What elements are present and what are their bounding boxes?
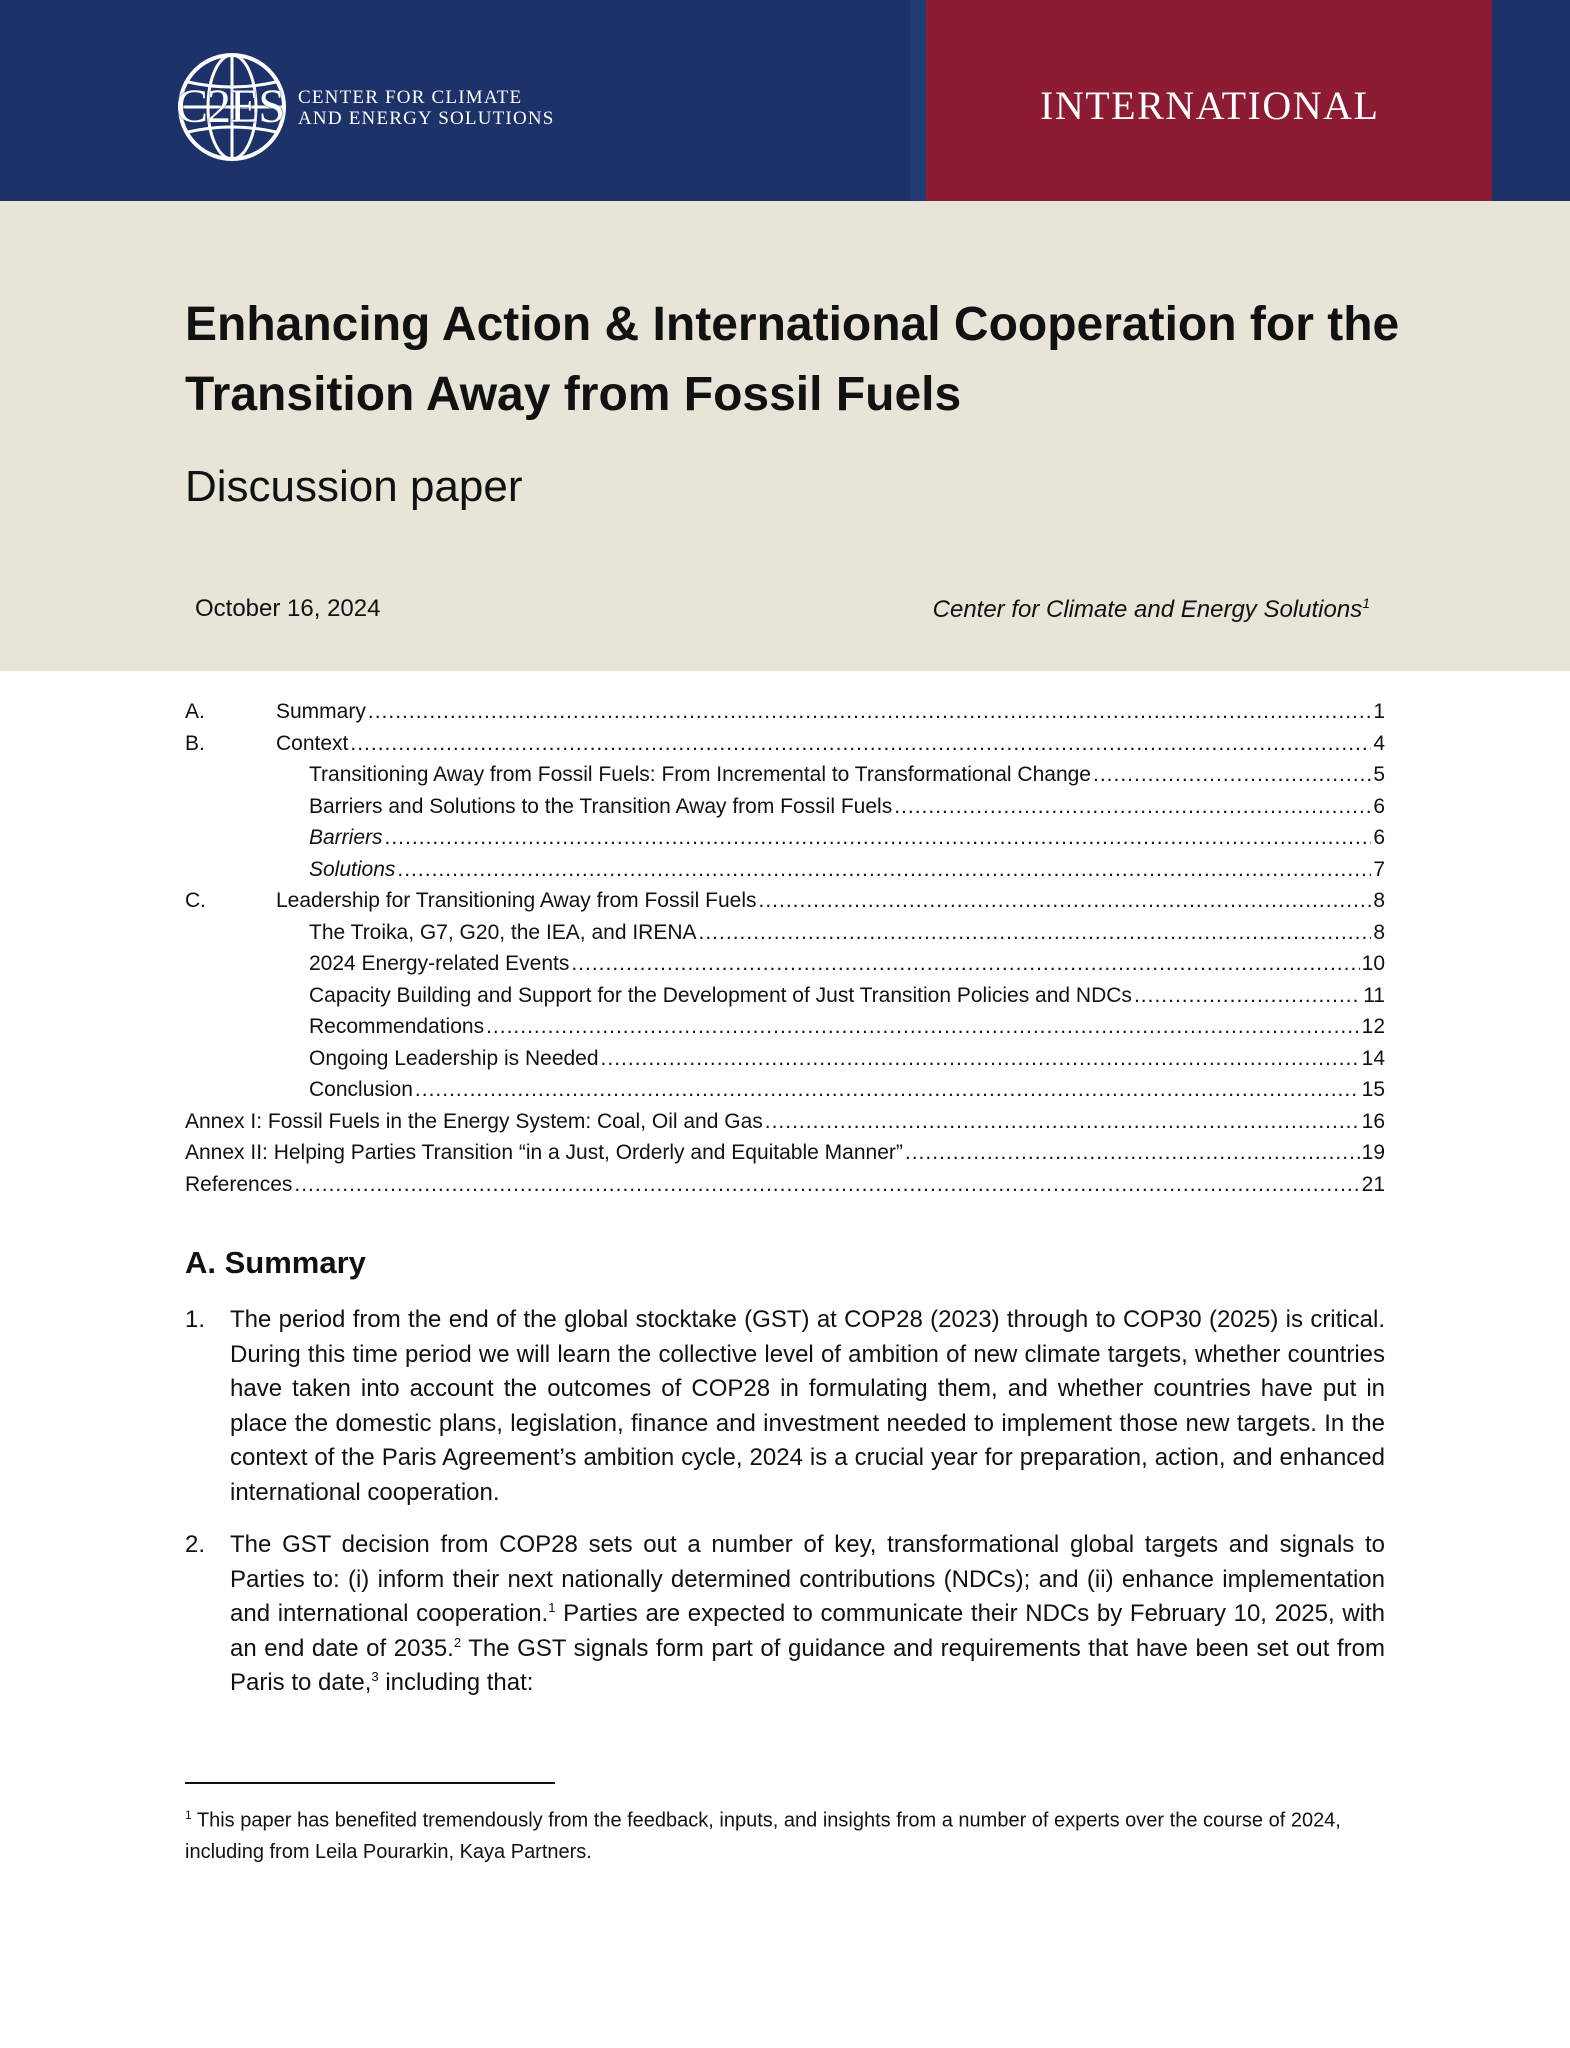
toc-leader-dots	[486, 1011, 1360, 1043]
document-title: Enhancing Action & International Cooperation for the Transition Away from Fossil Fuels	[185, 298, 1400, 421]
toc-entry-page: 12	[1361, 1015, 1385, 1038]
toc-entry[interactable]	[185, 822, 1385, 854]
footnote	[185, 1800, 1385, 1868]
toc-leader-dots	[905, 1137, 1360, 1169]
toc-leader-dots	[571, 948, 1359, 980]
toc-entry-title: Transitioning Away from Fossil Fuels: From Incremental to Transformational Change	[309, 763, 1091, 786]
toc-leader-dots	[415, 1074, 1360, 1106]
paragraph-number: 1.	[185, 1306, 206, 1333]
toc-entry-page: 1	[1373, 700, 1385, 723]
paragraph-number: 2.	[185, 1531, 206, 1558]
author-footnote-marker[interactable]: 1	[1362, 595, 1370, 611]
toc-entry-letter: C.	[185, 889, 206, 912]
summary-paragraph-1	[185, 1303, 1385, 1511]
toc-entry[interactable]	[185, 791, 1385, 823]
toc-leader-dots	[368, 696, 1371, 728]
author-name: Center for Climate and Energy Solutions	[932, 596, 1363, 623]
toc-entry[interactable]	[185, 759, 1385, 791]
paragraph-text-segment: The GST decision from COP28 sets out a number of key, transformational global targets and signals to Parties to: (i) inform their next nationally determined contributions (NDCs); and (ii) enhance implementation and international cooperation.	[230, 1531, 1385, 1628]
toc-entry-page: 11	[1363, 983, 1385, 1007]
toc-leader-dots	[385, 822, 1372, 854]
toc-entry-title: Annex II: Helping Parties Transition “in a Just, Orderly and Equitable Manner”	[185, 1141, 903, 1164]
toc-entry-page: 8	[1373, 889, 1385, 912]
toc-entry-page: 21	[1361, 1172, 1385, 1196]
toc-entry[interactable]	[185, 980, 1385, 1012]
organization-name	[298, 87, 555, 129]
toc-entry[interactable]	[185, 696, 1385, 728]
toc-entry[interactable]	[185, 1074, 1385, 1106]
section-label: INTERNATIONAL	[1040, 83, 1380, 128]
paragraph-text	[230, 1528, 1385, 1701]
toc-entry-page: 6	[1373, 794, 1385, 818]
logo-wordmark: C2ES	[176, 80, 285, 133]
toc-entry-title: Solutions	[309, 857, 396, 881]
toc-entry[interactable]	[185, 948, 1385, 980]
toc-entry-page: 6	[1373, 826, 1385, 849]
toc-leader-dots	[1093, 759, 1371, 791]
toc-entry[interactable]	[185, 1106, 1385, 1138]
toc-entry-page: 16	[1361, 1109, 1385, 1133]
toc-entry[interactable]	[185, 917, 1385, 949]
header-divider	[910, 0, 926, 201]
toc-leader-dots	[294, 1169, 1359, 1201]
author	[933, 595, 1370, 624]
toc-leader-dots	[759, 885, 1372, 917]
document-subtitle: Discussion paper	[185, 462, 523, 511]
toc-entry-title: Barriers and Solutions to the Transition Away from Fossil Fuels	[309, 794, 893, 818]
toc-entry-page: 7	[1373, 857, 1385, 881]
footnote-ref-3[interactable]: 3	[371, 1669, 379, 1685]
organization-name-line1: CENTER FOR CLIMATE	[298, 87, 523, 108]
section-heading-summary: A. Summary	[185, 1245, 366, 1280]
organization-name-line2: AND ENERGY SOLUTIONS	[298, 108, 555, 129]
toc-entry-title: Recommendations	[309, 1015, 485, 1038]
toc-entry-title: 2024 Energy-related Events	[309, 952, 570, 975]
toc-entry[interactable]	[185, 1011, 1385, 1043]
toc-entry[interactable]	[185, 728, 1385, 760]
toc-entry-title: Ongoing Leadership is Needed	[309, 1046, 599, 1070]
toc-entry-title: Summary	[276, 700, 366, 723]
toc-entry-letter: A.	[185, 700, 205, 723]
toc-leader-dots	[765, 1106, 1360, 1138]
toc-entry[interactable]	[185, 854, 1385, 886]
header-banner	[0, 0, 1570, 201]
footnote-separator	[185, 1782, 555, 1784]
toc-entry-letter: B.	[185, 731, 205, 755]
toc-entry[interactable]	[185, 885, 1385, 917]
paragraph-text-segment: Parties are expected to communicate their NDCs by February 10, 2025, with an end date of 2035.	[230, 1600, 1386, 1662]
toc-entry-title: Leadership for Transitioning Away from Fossil Fuels	[276, 889, 757, 912]
footnote-text: This paper has benefited tremendously from the feedback, inputs, and insights from a number of experts over the course of 2024, including from Leila Pourarkin, Kaya Partners.	[185, 1809, 1341, 1863]
toc-entry-page: 5	[1373, 763, 1385, 786]
footnote-ref-1[interactable]: 1	[548, 1600, 556, 1616]
paragraph-text-segment: The GST signals form part of guidance and requirements that have been set out from Paris to date,	[230, 1634, 1385, 1697]
toc-entry-page: 15	[1361, 1078, 1385, 1101]
toc-entry[interactable]	[185, 1169, 1385, 1201]
toc-entry-title: References	[185, 1172, 293, 1196]
toc-entry-title: Conclusion	[309, 1078, 413, 1101]
toc-entry-page: 8	[1373, 920, 1385, 944]
toc-entry-title: Annex I: Fossil Fuels in the Energy System: Coal, Oil and Gas	[185, 1109, 763, 1133]
footnote-ref-2[interactable]: 2	[453, 1634, 462, 1650]
toc-entry[interactable]	[185, 1043, 1385, 1075]
publication-date: October 16, 2024	[195, 595, 381, 622]
toc-entry-page: 19	[1361, 1141, 1385, 1164]
toc-leader-dots	[601, 1043, 1360, 1075]
toc-entry-page: 4	[1373, 731, 1385, 755]
footnote-marker: 1	[185, 1808, 192, 1822]
toc-entry[interactable]	[185, 1137, 1385, 1169]
table-of-contents	[185, 696, 1385, 1200]
paragraph-text-segment: including that:	[378, 1669, 534, 1697]
summary-paragraph-2	[185, 1528, 1385, 1701]
toc-leader-dots	[699, 917, 1372, 949]
toc-entry-page: 14	[1361, 1046, 1385, 1070]
toc-entry-title: The Troika, G7, G20, the IEA, and IRENA	[309, 920, 697, 944]
paragraph-text: The period from the end of the global stocktake (GST) at COP28 (2023) through to COP30 (2025) is critical. During this time period we will learn the collective level of ambition of new climate targets, whether countries have taken into account the outcomes of COP28 in formulating them, and whether countries have put in place the domestic plans, legislation, finance and investment needed to implement those new targets. In the context of the Paris Agreement’s ambition cycle, 2024 is a crucial year for preparation, action, and enhanced international cooperation.	[230, 1306, 1385, 1506]
toc-entry-title: Barriers	[309, 826, 383, 849]
toc-leader-dots	[1134, 980, 1361, 1012]
toc-entry-title: Context	[276, 731, 349, 755]
toc-leader-dots	[894, 791, 1371, 823]
toc-entry-page: 10	[1361, 952, 1385, 975]
toc-entry-title: Capacity Building and Support for the Development of Just Transition Policies and NDCs	[309, 983, 1132, 1007]
toc-leader-dots	[350, 728, 1371, 760]
toc-leader-dots	[397, 854, 1371, 886]
